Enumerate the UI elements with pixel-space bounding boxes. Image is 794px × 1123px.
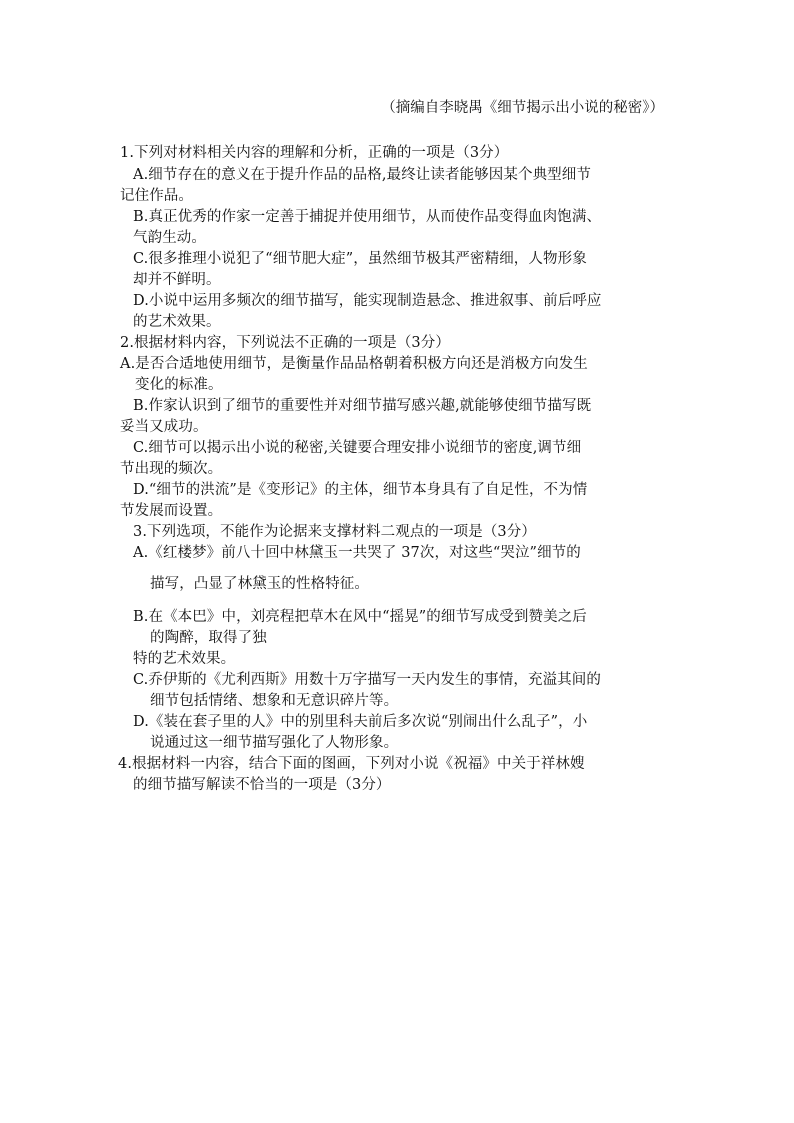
question-2-option-c: C.细节可以揭示出小说的秘密,关键要合理安排小说细节的密度,调节细: [133, 440, 582, 456]
question-1-stem: 1.下列对材料相关内容的理解和分析，正确的一项是（3分）: [120, 145, 509, 161]
question-1-option-d-cont: 的艺术效果。: [133, 314, 221, 330]
question-2-option-d-cont: 节发展而设置。: [120, 503, 223, 519]
question-1-option-b: B.真正优秀的作家一定善于捕捉并使用细节，从而使作品变得血肉饱满、: [133, 209, 602, 225]
question-2-option-b: B.作家认识到了细节的重要性并对细节描写感兴趣,就能够使细节描写既: [133, 398, 592, 414]
question-3-option-b-cont: 的陶醉，取得了独: [150, 630, 267, 646]
question-3-option-d: D.《装在套子里的人》中的别里科夫前后多次说“别闹出什么乱子”，小: [133, 714, 588, 730]
question-3-option-b: B.在《本巴》中，刘亮程把草木在风中“摇晃”的细节写成受到赞美之后: [133, 609, 587, 625]
question-2-option-a-cont: 变化的标准。: [135, 377, 223, 393]
question-2-stem: 2.根据材料内容，下列说法不正确的一项是（3分）: [120, 335, 450, 351]
question-4-stem-cont: 的细节描写解读不恰当的一项是（3分）: [133, 777, 391, 793]
question-3-option-c: C.乔伊斯的《尤利西斯》用数十万字描写一天内发生的事情，充溢其间的: [133, 672, 601, 688]
question-1-option-c-cont: 却并不鲜明。: [133, 272, 221, 288]
question-3-option-a-cont: 描写，凸显了林黛玉的性格特征。: [150, 576, 369, 592]
question-1-option-a-cont: 记住作品。: [120, 188, 193, 204]
question-2-option-a: A.是否合适地使用细节，是衡量作品品格朝着积极方向还是消极方向发生: [120, 356, 588, 372]
question-4-stem: 4.根据材料一内容，结合下面的图画，下列对小说《祝福》中关于祥林嫂: [118, 756, 585, 772]
question-1-option-d: D.小说中运用多频次的细节描写，能实现制造悬念、推进叙事、前后呼应: [133, 293, 602, 309]
question-2-option-c-cont: 节出现的频次。: [120, 461, 223, 477]
question-3-stem: 3.下列选项，不能作为论据来支撑材料二观点的一项是（3分）: [133, 524, 536, 540]
question-2-option-b-cont: 妥当又成功。: [120, 419, 208, 435]
question-3-option-c-cont: 细节包括情绪、想象和无意识碎片等。: [150, 693, 399, 709]
question-3-option-d-cont: 说通过这一细节描写强化了人物形象。: [150, 735, 399, 751]
question-1-option-c: C.很多推理小说犯了“细节肥大症”，虽然细节极其严密精细，人物形象: [133, 251, 587, 267]
question-3-option-a: A.《红楼梦》前八十回中林黛玉一共哭了 37次，对这些“哭泣”细节的: [133, 545, 581, 561]
question-1-option-b-cont: 气韵生动。: [133, 230, 206, 246]
question-1-option-a: A.细节存在的意义在于提升作品的品格,最终让读者能够因某个典型细节: [133, 167, 591, 183]
question-2-option-d: D.“细节的洪流”是《变形记》的主体，细节本身具有了自足性，不为情: [133, 482, 588, 498]
source-citation: （摘编自李晓禺《细节揭示出小说的秘密》）: [381, 100, 664, 116]
question-3-option-b-cont-2: 特的艺术效果。: [133, 651, 236, 667]
